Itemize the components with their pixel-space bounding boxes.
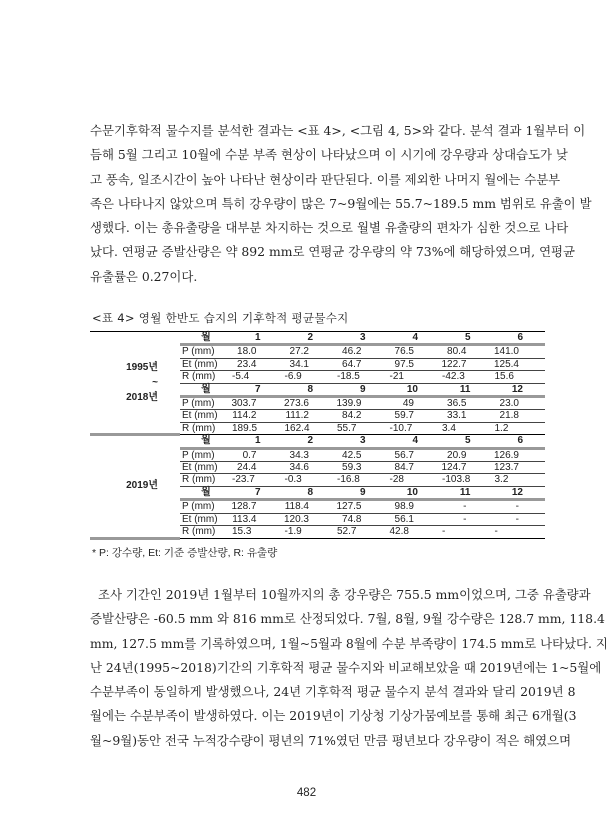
value-cell: -103.8 bbox=[440, 474, 493, 486]
period-label: 1995년 bbox=[126, 362, 158, 374]
month-label: 월 bbox=[180, 435, 230, 448]
value-cell: 64.7 bbox=[335, 358, 388, 370]
text-line: 수문기후학적 물수지를 분석한 결과는 <표 4>, <그림 4, 5>와 같다. 분석 결과 1월부터 이 bbox=[90, 123, 586, 138]
value-cell: 23.4 bbox=[230, 358, 283, 370]
value-cell: 33.1 bbox=[440, 410, 493, 422]
text-line: 족은 나타나지 않았으며 특히 강우량이 많은 7~9월에는 55.7~189.5 mm 범위로 유출이 발 bbox=[90, 195, 592, 211]
value-cell: 84.2 bbox=[335, 410, 388, 422]
text-line: 수분부족이 동일하게 발생했으나, 24년 기후학적 평균 물수지 분석 결과와 달리 2019년 8 bbox=[90, 684, 576, 700]
value-cell: -0.3 bbox=[283, 474, 336, 486]
row-label: R (mm) bbox=[180, 526, 230, 538]
value-cell: 59.7 bbox=[388, 410, 441, 422]
month-header: 8 bbox=[283, 383, 336, 396]
month-header: 4 bbox=[388, 435, 441, 448]
value-cell: 84.7 bbox=[388, 462, 441, 474]
text-line: 월~9월)동안 전국 누적강수량이 평년의 71%였던 만큼 평년보다 강우량이 적은 해였으며 bbox=[90, 732, 572, 748]
row-label: R (mm) bbox=[180, 474, 230, 486]
period-label: 2019년 bbox=[126, 480, 158, 492]
text-line: 월에는 수분부족이 발생하였다. 이는 2019년이 기상청 기상가뭄예보를 통해 최근 6개월(3 bbox=[90, 708, 577, 724]
row-label: Et (mm) bbox=[180, 358, 230, 370]
value-cell: 1.2 bbox=[493, 422, 546, 434]
value-cell: 122.7 bbox=[440, 358, 493, 370]
month-header: 3 bbox=[335, 435, 388, 448]
text-line: 생했다. 이는 총유출량을 대부분 차지하는 것으로 월별 유출량의 편차가 심한 것으로 나타 bbox=[90, 220, 569, 236]
value-cell: 128.7 bbox=[230, 500, 283, 513]
month-header: 10 bbox=[388, 383, 441, 396]
value-cell: -5.4 bbox=[230, 371, 283, 383]
value-cell: 15.3 bbox=[230, 526, 283, 538]
table-footnote: * P: 강수량, Et: 기준 증발산량, R: 유출량 bbox=[92, 547, 278, 559]
month-header: 3 bbox=[335, 332, 388, 345]
value-cell: 36.5 bbox=[440, 397, 493, 410]
value-cell: -28 bbox=[388, 474, 441, 486]
row-label: R (mm) bbox=[180, 422, 230, 434]
value-cell: 189.5 bbox=[230, 422, 283, 434]
value-cell: 52.7 bbox=[335, 526, 388, 538]
value-cell: 80.4 bbox=[440, 345, 493, 358]
row-label: P (mm) bbox=[180, 448, 230, 461]
value-cell: 27.2 bbox=[283, 345, 336, 358]
value-cell: 59.3 bbox=[335, 462, 388, 474]
row-label: P (mm) bbox=[180, 397, 230, 410]
month-label: 월 bbox=[180, 332, 230, 345]
value-cell: 118.4 bbox=[283, 500, 336, 513]
value-cell: 46.2 bbox=[335, 345, 388, 358]
month-header-row bbox=[90, 332, 545, 345]
value-cell: 56.7 bbox=[388, 448, 441, 461]
value-cell: 125.4 bbox=[493, 358, 546, 370]
value-cell: -42.3 bbox=[440, 371, 493, 383]
value-cell: -10.7 bbox=[388, 422, 441, 434]
row-label: R (mm) bbox=[180, 371, 230, 383]
value-cell: 0.7 bbox=[230, 448, 283, 461]
period-label: ~ bbox=[152, 377, 158, 389]
month-header: 11 bbox=[440, 486, 493, 499]
value-cell: 126.9 bbox=[493, 448, 546, 461]
paragraph-1 bbox=[90, 119, 592, 289]
value-cell: 34.3 bbox=[283, 448, 336, 461]
value-cell: 18.0 bbox=[230, 345, 283, 358]
month-label: 월 bbox=[180, 383, 230, 396]
paragraph-2 bbox=[90, 583, 608, 753]
value-cell: 34.6 bbox=[283, 462, 336, 474]
value-cell: - bbox=[493, 513, 546, 525]
value-cell: 97.5 bbox=[388, 358, 441, 370]
value-cell: -23.7 bbox=[230, 474, 283, 486]
value-cell: 123.7 bbox=[493, 462, 546, 474]
value-cell: 111.2 bbox=[283, 410, 336, 422]
value-cell: 49 bbox=[388, 397, 441, 410]
value-cell: - bbox=[493, 500, 546, 513]
value-cell: 139.9 bbox=[335, 397, 388, 410]
value-cell: 42.8 bbox=[388, 526, 441, 538]
month-header: 9 bbox=[335, 486, 388, 499]
row-label: P (mm) bbox=[180, 500, 230, 513]
month-header: 5 bbox=[440, 332, 493, 345]
text-line: 조사 기간인 2019년 1월부터 10월까지의 총 강우량은 755.5 mm이었으며, 그중 유출량과 bbox=[98, 587, 591, 602]
table-caption: <표 4> 영월 한반도 습지의 기후학적 평균물수지 bbox=[92, 311, 349, 325]
month-header: 5 bbox=[440, 435, 493, 448]
row-label: Et (mm) bbox=[180, 513, 230, 525]
text-line: 듬해 5월 그리고 10월에 수분 부족 현상이 나타났으며 이 시기에 강우량과 상대습도가 낮 bbox=[90, 147, 568, 163]
value-cell: 24.4 bbox=[230, 462, 283, 474]
month-header: 8 bbox=[283, 486, 336, 499]
text-line: mm, 127.5 mm를 기록하였으며, 1월~5월과 8월에 수분 부족량이 174.5 mm로 나타났다. 지 bbox=[90, 635, 608, 651]
value-cell: -18.5 bbox=[335, 371, 388, 383]
value-cell: - bbox=[493, 526, 546, 538]
month-header: 7 bbox=[230, 486, 283, 499]
value-cell: 20.9 bbox=[440, 448, 493, 461]
row-label: Et (mm) bbox=[180, 410, 230, 422]
month-header: 6 bbox=[493, 435, 546, 448]
month-header: 2 bbox=[283, 332, 336, 345]
text-line: 증발산량은 -60.5 mm 와 816 mm로 산정되었다. 7월, 8월, 9월 강수량은 128.7 mm, 118.4 bbox=[90, 611, 605, 627]
month-header-row bbox=[90, 435, 545, 448]
value-cell: - bbox=[440, 513, 493, 525]
value-cell: -16.8 bbox=[335, 474, 388, 486]
value-cell: 113.4 bbox=[230, 513, 283, 525]
value-cell: -1.9 bbox=[283, 526, 336, 538]
value-cell: 55.7 bbox=[335, 422, 388, 434]
value-cell: 15.6 bbox=[493, 371, 546, 383]
value-cell: - bbox=[440, 526, 493, 538]
value-cell: 98.9 bbox=[388, 500, 441, 513]
row-label: P (mm) bbox=[180, 345, 230, 358]
value-cell: 114.2 bbox=[230, 410, 283, 422]
value-cell: - bbox=[440, 500, 493, 513]
value-cell: 74.8 bbox=[335, 513, 388, 525]
value-cell: -21 bbox=[388, 371, 441, 383]
value-cell: 56.1 bbox=[388, 513, 441, 525]
value-cell: 42.5 bbox=[335, 448, 388, 461]
water-balance-table bbox=[90, 331, 545, 540]
value-cell: -6.9 bbox=[283, 371, 336, 383]
value-cell: 303.7 bbox=[230, 397, 283, 410]
period-label: 2018년 bbox=[126, 392, 158, 404]
period-cell bbox=[90, 332, 180, 435]
month-header: 11 bbox=[440, 383, 493, 396]
value-cell: 23.0 bbox=[493, 397, 546, 410]
value-cell: 76.5 bbox=[388, 345, 441, 358]
value-cell: 3.2 bbox=[493, 474, 546, 486]
month-header: 7 bbox=[230, 383, 283, 396]
value-cell: 21.8 bbox=[493, 410, 546, 422]
value-cell: 34.1 bbox=[283, 358, 336, 370]
row-label: Et (mm) bbox=[180, 462, 230, 474]
month-header: 12 bbox=[493, 383, 546, 396]
text-line: 고 풍속, 일조시간이 높아 나타난 현상이라 판단된다. 이를 제외한 나머지 월에는 수분부 bbox=[90, 171, 561, 187]
text-line: 났다. 연평균 증발산량은 약 892 mm로 연평균 강우량의 약 73%에 해당하였으며, 연평균 bbox=[90, 244, 575, 260]
value-cell: 141.0 bbox=[493, 345, 546, 358]
page-number: 482 bbox=[296, 787, 317, 799]
text-line: 유출률은 0.27이다. bbox=[90, 268, 198, 284]
month-header: 9 bbox=[335, 383, 388, 396]
value-cell: 120.3 bbox=[283, 513, 336, 525]
value-cell: 127.5 bbox=[335, 500, 388, 513]
value-cell: 273.6 bbox=[283, 397, 336, 410]
month-header: 1 bbox=[230, 332, 283, 345]
month-header: 4 bbox=[388, 332, 441, 345]
text-line: 난 24년(1995~2018)기간의 기후학적 평균 물수지와 비교해보았을 때 2019년에는 1~5월에 bbox=[90, 659, 602, 675]
value-cell: 3.4 bbox=[440, 422, 493, 434]
value-cell: 162.4 bbox=[283, 422, 336, 434]
month-header: 2 bbox=[283, 435, 336, 448]
period-cell bbox=[90, 435, 180, 538]
month-header: 1 bbox=[230, 435, 283, 448]
month-header: 10 bbox=[388, 486, 441, 499]
month-label: 월 bbox=[180, 486, 230, 499]
month-header: 6 bbox=[493, 332, 546, 345]
value-cell: 124.7 bbox=[440, 462, 493, 474]
month-header: 12 bbox=[493, 486, 546, 499]
